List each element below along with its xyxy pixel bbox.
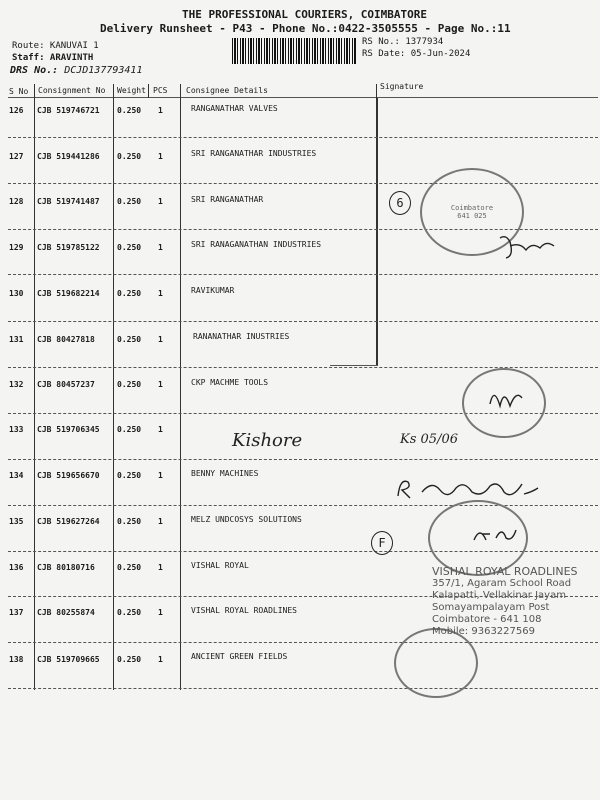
col-consignee: Consignee Details [186,86,268,95]
row-weight: 0.250 [117,380,142,389]
row-consignee: BENNY MACHINES [191,469,259,478]
row-consignee: RAVIKUMAR [191,286,235,295]
header-rule [8,97,598,98]
row-sno: 127 [9,152,24,161]
row-consignee: RANGANATHAR VALVES [191,104,278,113]
row-pcs: 1 [158,197,163,206]
row-sno: 137 [9,608,24,617]
row-consignment: CJB 80180716 [37,563,95,572]
row-sno: 126 [9,106,24,115]
col-signature: Signature [380,82,424,91]
row-sno: 133 [9,425,24,434]
row-sno: 131 [9,335,24,344]
row-weight: 0.250 [117,608,142,617]
drs-value: DCJD137793411 [64,65,143,76]
row-pcs: 1 [158,471,163,480]
row-sno: 129 [9,243,24,252]
row-sno: 132 [9,380,24,389]
row-consignee: VISHAL ROYAL ROADLINES [191,606,297,615]
rs-no: RS No.: 1377934 [362,37,444,47]
row-divider [8,688,598,689]
row-consignment: CJB 519746721 [37,106,100,115]
col-divider [180,84,181,690]
row-consignee: ANCIENT GREEN FIELDS [191,652,288,661]
row-pcs: 1 [158,655,163,664]
row-sno: 130 [9,289,24,298]
signature-129 [496,232,558,262]
row-consignee: MELZ UNDCOSYS SOLUTIONS [191,515,302,524]
row-divider [8,137,598,138]
round-stamp-138 [394,628,478,698]
staff-label: Staff: ARAVINTH [12,53,94,63]
circled-number-text: 6 [396,196,404,210]
row-consignee: VISHAL ROYAL [191,561,249,570]
row-pcs: 1 [158,335,163,344]
row-consignment: CJB 519682214 [37,289,100,298]
col-divider [34,84,35,690]
drs-number [10,65,142,76]
stamp-line: VISHAL ROYAL ROADLINES [432,565,578,578]
row-consignment: CJB 519741487 [37,197,100,206]
row-pcs: 1 [158,608,163,617]
vishal-roadlines-stamp [432,566,578,638]
row-pcs: 1 [158,106,163,115]
row-consignee: SRI RANAGANATHAN INDUSTRIES [191,240,322,249]
row-sno: 128 [9,197,24,206]
circled-number [389,191,411,215]
row-consignment: CJB 80255874 [37,608,95,617]
handwritten-name: Kishore [232,430,303,451]
row-consignment: CJB 80457237 [37,380,95,389]
row-consignment: CJB 519656670 [37,471,100,480]
row-pcs: 1 [158,289,163,298]
row-pcs: 1 [158,563,163,572]
row-divider [8,321,598,322]
row-pcs: 1 [158,425,163,434]
col-divider [113,84,114,690]
stamp-line: Kalapatti, Vellakinar Jayam [432,590,566,601]
row-weight: 0.250 [117,471,142,480]
row-pcs: 1 [158,152,163,161]
col-pcs: PCS [153,86,168,95]
row-consignment: CJB 519785122 [37,243,100,252]
circled-letter [371,531,393,555]
row-weight: 0.250 [117,563,142,572]
row-divider [8,505,598,506]
handdrawn-bracket-line [376,98,378,366]
row-sno: 135 [9,517,24,526]
row-weight: 0.250 [117,655,142,664]
row-consignment: CJB 80427818 [37,335,95,344]
row-pcs: 1 [158,380,163,389]
stamp-line: Somayampalayam Post [432,602,550,613]
runsheet-line: Delivery Runsheet - P43 - Phone No.:0422-3505555 - Page No.:11 [100,22,511,35]
row-consignment: CJB 519709665 [37,655,100,664]
row-weight: 0.250 [117,197,142,206]
signature-135 [470,522,520,546]
row-weight: 0.250 [117,335,142,344]
rs-date: RS Date: 05-Jun-2024 [362,49,471,59]
row-sno: 138 [9,655,24,664]
handdrawn-bracket-bottom [330,365,378,366]
stamp-line: Coimbatore - 641 108 [432,614,542,625]
col-divider [148,84,149,98]
row-divider [8,642,598,643]
route-label: Route: KANUVAI 1 [12,41,99,51]
col-divider [376,84,377,98]
row-consignment: CJB 519706345 [37,425,100,434]
row-weight: 0.250 [117,289,142,298]
row-sno: 136 [9,563,24,572]
stamp-text: Coimbatore 641 025 [450,204,494,220]
drs-label: DRS No.: [10,65,59,76]
row-consignment: CJB 519441286 [37,152,100,161]
row-divider [8,274,598,275]
col-weight: Weight [117,86,146,95]
col-consignment: Consignment No [38,86,106,95]
barcode [232,38,356,64]
row-pcs: 1 [158,243,163,252]
stamp-line: Mobile: 9363227569 [432,626,535,637]
signature-134 [392,474,542,504]
row-weight: 0.250 [117,106,142,115]
signature-132 [486,384,526,414]
row-consignee: SRI RANGANATHAR [191,195,264,204]
row-weight: 0.250 [117,152,142,161]
row-weight: 0.250 [117,243,142,252]
row-divider [8,459,598,460]
row-consignment: CJB 519627264 [37,517,100,526]
col-sno: S No [9,87,29,96]
stamp-line: 357/1, Agaram School Road [432,578,572,589]
company-title: THE PROFESSIONAL COURIERS, COIMBATORE [182,8,428,21]
row-consignee: CKP MACHME TOOLS [191,378,269,387]
row-consignee: RANANATHAR INUSTRIES [193,332,290,341]
row-weight: 0.250 [117,517,142,526]
row-consignee: SRI RANGANATHAR INDUSTRIES [191,149,317,158]
row-weight: 0.250 [117,425,142,434]
row-sno: 134 [9,471,24,480]
handwritten-date: Ks 05/06 [400,432,458,447]
circled-letter-text: F [378,536,386,550]
row-pcs: 1 [158,517,163,526]
